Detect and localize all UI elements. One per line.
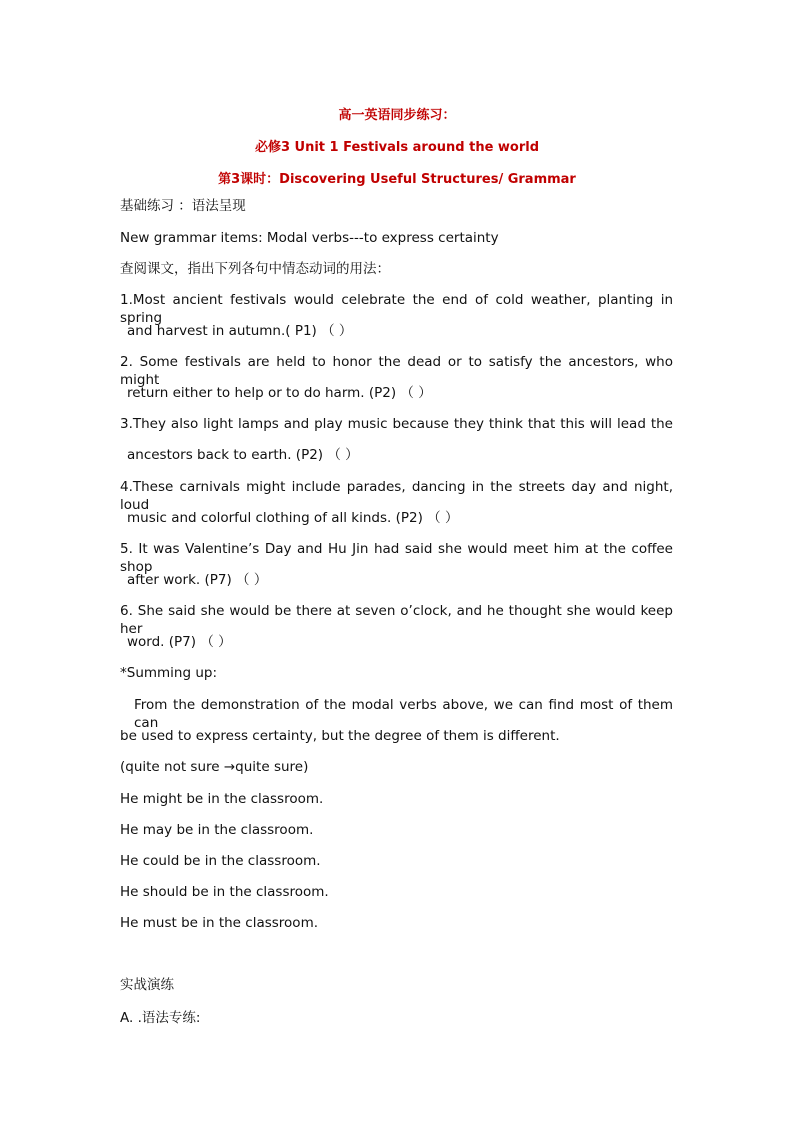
- exercise-2-line-1: 2. Some festivals are held to honor the dead or to satisfy the ancestors, who might: [120, 354, 673, 388]
- exercise-6-line-1: 6. She said she would be there at seven o’clock, and he thought she would keep her: [120, 603, 673, 637]
- exercise-1-line-1: 1.Most ancient festivals would celebrate the end of cold weather, planting in spring: [120, 292, 673, 326]
- summing-up-label: *Summing up:: [120, 665, 218, 681]
- exercise-2-line-2: return either to help or to do harm. (P2) （ ）: [127, 385, 432, 401]
- example-might: He might be in the classroom.: [120, 791, 324, 807]
- exercise-4-line-2: music and colorful clothing of all kinds. (P2) （ ）: [127, 510, 459, 526]
- exercise-5-line-1: 5. It was Valentine’s Day and Hu Jin had said she would meet him at the coffee shop: [120, 541, 673, 575]
- exercise-1-line-2: and harvest in autumn.( P1) （ ）: [127, 323, 353, 339]
- basic-practice-heading: 基础练习 ：语法呈现: [120, 198, 246, 214]
- exercise-6-line-2: word. (P7) （ ）: [127, 634, 232, 650]
- exercise-5-line-2: after work. (P7) （ ）: [127, 572, 268, 588]
- exercise-3-line-1: 3.They also light lamps and play music because they think that this will lead the: [120, 416, 673, 432]
- instruction-line: 查阅课文，指出下列各句中情态动词的用法：: [120, 261, 390, 277]
- title-line-1: 高一英语同步练习：: [338, 108, 456, 123]
- example-could: He could be in the classroom.: [120, 853, 321, 869]
- title-line-3: 第3课时：Discovering Useful Structures/ Grammar: [218, 172, 576, 187]
- example-must: He must be in the classroom.: [120, 915, 319, 931]
- example-should: He should be in the classroom.: [120, 884, 329, 900]
- exercise-3-line-2: ancestors back to earth. (P2) （ ）: [127, 447, 359, 463]
- summing-up-paragraph-line-1: From the demonstration of the modal verbs above, we can find most of them can: [134, 697, 673, 731]
- practice-heading: 实战演练: [120, 977, 174, 993]
- certainty-scale: (quite not sure →quite sure): [120, 759, 309, 775]
- practice-sub-a: A. .语法专练:: [120, 1010, 201, 1026]
- grammar-items-line: New grammar items: Modal verbs---to express certainty: [120, 230, 499, 246]
- exercise-4-line-1: 4.These carnivals might include parades, dancing in the streets day and night, loud: [120, 479, 673, 513]
- example-may: He may be in the classroom.: [120, 822, 314, 838]
- summing-up-paragraph-line-2: be used to express certainty, but the degree of them is different.: [120, 728, 560, 744]
- title-line-2: 必修3 Unit 1 Festivals around the world: [254, 140, 540, 155]
